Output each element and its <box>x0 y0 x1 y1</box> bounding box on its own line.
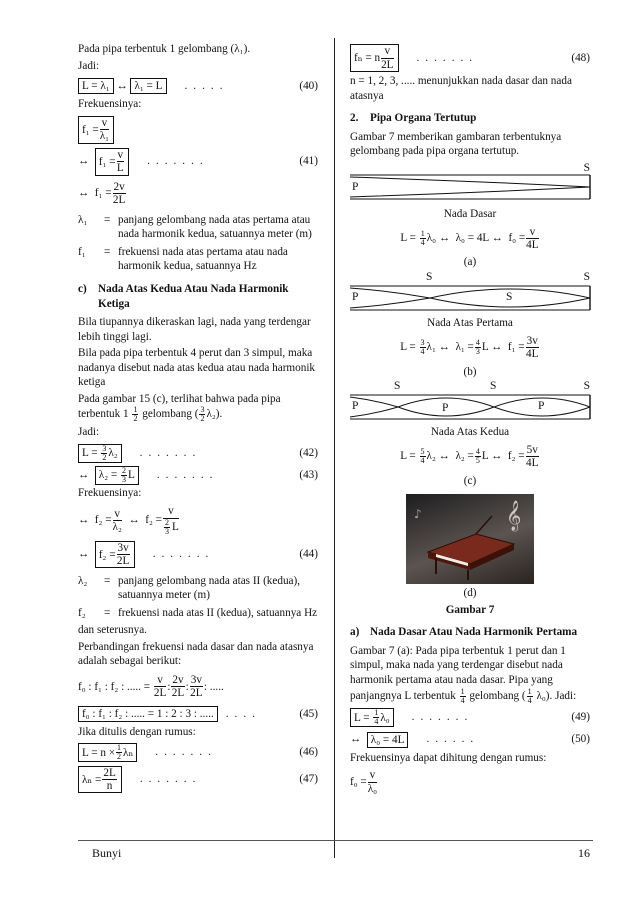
definition-lambda2: λ₂ = panjang gelombang nada atas II (kedua), satuannya meter (m) <box>78 574 301 602</box>
svg-text:♪: ♪ <box>414 507 422 522</box>
definition-f2: f₂ = frekuensi nada atas II (kedua), satuannya Hz <box>78 606 318 619</box>
pipe-a-wave <box>350 177 590 197</box>
paragraph-gambar7: Gambar 7 memberikan gambaran terbentuknya gelombang pada pipa organa tertutup. <box>350 130 562 158</box>
pipe-a-svg <box>350 163 592 205</box>
equation-40: L = λ₁ ↔ λ₁ = L ..... (40) <box>78 75 318 97</box>
caption-nada-atas-kedua: Nada Atas Kedua <box>430 426 510 439</box>
figure-label-d: (d) <box>463 587 477 600</box>
pipe-c-svg <box>350 383 592 423</box>
frekuensi-rumus-text: Frekuensinya dapat dihitung dengan rumus: <box>350 751 547 764</box>
paragraph-c1: Bila tiupannya dikeraskan lagi, nada yang terdengar lebih tinggi lagi. <box>78 316 311 343</box>
perbandingan-text: Perbandingan frekuensi nada dasar dan nada atasnya adalah sebagai berikut: <box>78 640 314 668</box>
n-description: n = 1, 2, 3, ..... menunjukkan nada dasar dan nada atasnya <box>350 75 572 102</box>
figure-label-b: (b) <box>463 365 477 378</box>
ratio-equation: f₀ : f₁ : f₂ : ..... = $\frac{v}{2L}$ : 2v 2L : 3v 2L : ..... <box>78 674 224 700</box>
equation-45: f₀ : f₁ : f₂ : ..... = 1 : 2 : 3 : ..... .... (45) <box>78 703 318 725</box>
jadi-label: Jadi: <box>78 59 100 72</box>
section-2-heading: 2. Pipa Organa Tertutup <box>350 112 477 125</box>
equation-f2: ↔ f₂ = $\frac{v}{\text{λ₂}}$ ↔ f₂ = v 2 3 L <box>78 505 179 536</box>
caption-nada-dasar: Nada Dasar <box>443 207 497 220</box>
pipe-diagram-a <box>350 163 592 205</box>
figure-label-a: (a) <box>463 256 477 269</box>
section-c-heading: c) Nada Atas Kedua Atau Nada Harmonik Ketiga <box>78 282 289 310</box>
footer-rule <box>78 840 593 841</box>
equation-49: L = $\frac{1}{4}$ λ₀ ....... (49) <box>350 707 590 729</box>
frekuensi-label-2: Frekuensinya: <box>78 487 142 499</box>
pipe-diagram-b: S S P S <box>350 274 592 314</box>
footer-chapter: Bunyi <box>92 846 122 860</box>
definition-lambda1: λ₁ = panjang gelombang nada atas pertama atau nada harmonik kedua, satuannya meter (m) <box>78 213 312 241</box>
pipe-diagram-c: S S S P P P <box>350 383 592 423</box>
caption-nada-atas-pertama: Nada Atas Pertama <box>427 316 513 329</box>
antinode-label: P <box>352 180 359 193</box>
page-number: 16 <box>578 846 590 860</box>
dan-seterusnya: dan seterusnya. <box>78 624 147 637</box>
figure-title-gambar-7: Gambar 7 <box>445 603 495 616</box>
right-column <box>350 42 590 797</box>
figure-label-c: (c) <box>463 474 477 487</box>
paragraph-nada-dasar: Gambar 7 (a): Pada pipa terbentuk 1 perut dan 1 simpul, maka nada yang terdengar disebut nada harmonik pertama atau nada dasar. Pipa yang panjangnya L terbentuk $\frac{1}{4}$ gelombang ( $\frac{1}{4}$ λ₀). Jadi: <box>350 644 577 705</box>
intro-text: Pada pipa terbentuk 1 gelombang (λ₁). <box>78 43 251 55</box>
equation-f0: f₀ = $\frac{v}{\text{λ₀}}$ <box>350 769 378 795</box>
equation-43: ↔ λ₂ = $\frac{2}{3}$ L ....... (43) <box>78 465 318 484</box>
paragraph-c2: Bila pada pipa terbentuk 4 perut dan 3 simpul, maka nadanya disebut nada atas kedua atau nada harmonik ketiga <box>78 347 316 389</box>
frekuensi-label: Frekuensinya: <box>78 98 142 111</box>
equation-fig-c: L = $\frac{5}{4}$ λ₂ ↔ λ₂ = $\frac{4}{5}$ L ↔ f₂ = $\frac{5v}{4L}$ <box>400 443 539 470</box>
rumus-label: Jika ditulis dengan rumus: <box>78 725 196 738</box>
node-label: S <box>583 161 590 174</box>
equation-fig-b: L = $\frac{3}{4}$ λ₁ ↔ λ₁ = $\frac{4}{3}$ L ↔ f₁ = $\frac{3v}{4L}$ <box>400 334 539 360</box>
equation-48: fₙ = n v 2L ....... (48) <box>350 42 590 74</box>
equation-47: λₙ = $\frac{2L}{n}$ ....... (47) <box>78 764 318 796</box>
column-divider <box>334 38 335 858</box>
definition-f1: f₁ = frekuensi nada atas pertama atau nada harmonik kedua, satuannya Hz <box>78 245 288 273</box>
equation-44: ↔ f₂ = $\frac{3v}{2L}$ ....... (44) <box>78 541 318 568</box>
equation-41b: ↔ f₁ = $\frac{2v}{2L}$ <box>78 180 126 207</box>
left-column <box>78 42 318 796</box>
equation-46: L = n × $\frac{1}{2}$ λₙ ....... (46) <box>78 742 318 764</box>
equation-50: ↔ λ₀ = 4L ...... (50) <box>350 733 590 746</box>
pipe-b-svg <box>350 274 592 314</box>
piano-illustration <box>406 494 534 584</box>
jadi-label-2: Jadi: <box>78 426 100 439</box>
svg-text:𝄞: 𝄞 <box>506 501 522 532</box>
equation-fig-a: L = $\frac{1}{4}$ λ₀ ↔ λ₀ = 4L ↔ f₀ = $\frac{v}{4L}$ <box>400 225 539 251</box>
grand-piano-photo <box>406 494 534 584</box>
equation-41: ↔ f₁ = $\frac{v}{L}$ ....... (41) <box>78 148 318 175</box>
equation-f1: f₁ = $\frac{v}{\text{λ₁}}$ <box>78 114 318 146</box>
equation-42: L = $\frac{3}{2}$ λ₂ ....... (42) <box>78 442 318 464</box>
paragraph-c3: Pada gambar 15 (c), terlihat bahwa pada pipa terbentuk 1 $\frac{1}{2}$ gelombang ( $\frac{3}{2}$ λ₂). <box>78 392 281 424</box>
section-a-heading: a) Nada Dasar Atau Nada Harmonik Pertama <box>350 626 578 639</box>
